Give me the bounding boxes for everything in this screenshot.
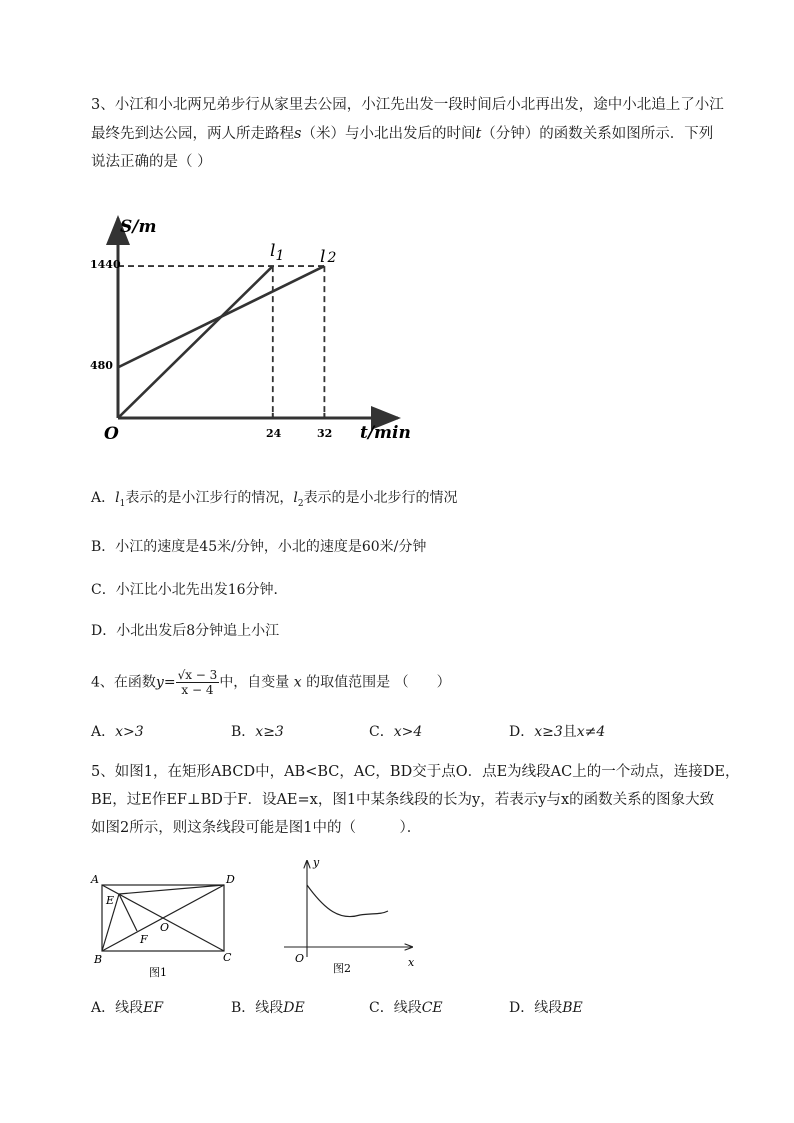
fig1-label-c: C bbox=[223, 951, 232, 964]
q3-option-b[interactable]: B．小江的速度是45米/分钟，小北的速度是60米/分钟 bbox=[91, 539, 427, 555]
q3-distance-time-chart bbox=[80, 212, 420, 452]
q3-option-a[interactable]: A．$l_1$表示的是小江步行的情况，$l_2$表示的是小北步行的情况 bbox=[91, 490, 458, 509]
q5-stem-line2: BE，过E作EF⊥BD于F．设AE=x，图1中某条线段的长为y，若表示y与x的函数关系的图象大致 bbox=[91, 792, 715, 808]
q5-figure-2 bbox=[280, 855, 420, 975]
q4-option-d[interactable]: D．x≥3且x≠4 bbox=[509, 724, 606, 740]
chart-x-tick-32: 32 bbox=[317, 427, 333, 440]
q5-option-c[interactable]: C．线段CE bbox=[369, 1000, 443, 1016]
q3-option-d[interactable]: D．小北出发后8分钟追上小江 bbox=[91, 623, 280, 639]
fig2-label-x: x bbox=[408, 956, 415, 969]
fig1-label-f: F bbox=[140, 933, 148, 946]
chart-y-tick-1440: 1440 bbox=[90, 258, 121, 271]
fig1-label-b: B bbox=[94, 953, 103, 966]
q4-option-c[interactable]: C．x>4 bbox=[369, 724, 423, 740]
chart-origin-label: O bbox=[104, 424, 119, 444]
q3-stem-line1: 3、小江和小北两兄弟步行从家里去公园，小江先出发一段时间后小北再出发，途中小北追上了小江 bbox=[91, 97, 724, 113]
fig1-label-a: A bbox=[91, 873, 99, 886]
chart-y-axis-label: S/m bbox=[120, 217, 157, 237]
chart-x-tick-24: 24 bbox=[266, 427, 282, 440]
fig2-label-y: y bbox=[313, 856, 320, 869]
q5-option-a[interactable]: A．线段EF bbox=[91, 1000, 164, 1016]
chart-series-l2 bbox=[118, 266, 324, 367]
fig1-label-e: E bbox=[106, 894, 115, 907]
fig1-label-d: D bbox=[226, 873, 235, 886]
q5-stem-line1: 5、如图1，在矩形ABCD中，AB<BC，AC，BD交于点O．点E为线段AC上的一个动点，连接DE， bbox=[91, 764, 740, 780]
fig2-caption: 图2 bbox=[333, 962, 351, 975]
q3-option-c[interactable]: C．小江比小北先出发16分钟． bbox=[91, 582, 288, 598]
q5-figure-1 bbox=[88, 865, 248, 985]
q4-option-a[interactable]: A．x>3 bbox=[91, 724, 144, 740]
fig1-label-o: O bbox=[160, 921, 170, 934]
q5-option-d[interactable]: D．线段BE bbox=[509, 1000, 583, 1016]
q3-stem-line2: 最终先到达公园，两人所走路程s（米）与小北出发后的时间t（分钟）的函数关系如图所示．下列 bbox=[91, 126, 714, 142]
fig2-label-o: O bbox=[295, 952, 305, 965]
chart-x-axis-label: t/min bbox=[360, 423, 411, 443]
chart-series-label-l2: l 2 bbox=[320, 247, 337, 267]
fig1-caption: 图1 bbox=[149, 966, 167, 979]
fig1-segment-de bbox=[119, 885, 224, 894]
q4-stem: 4、在函数y= $\frac{√x - 3}{x - 4}$ 中，自变量 x 的取值范围是 （ ） bbox=[91, 668, 451, 697]
q5-option-b[interactable]: B．线段DE bbox=[231, 1000, 305, 1016]
q5-stem-line3: 如图2所示，则这条线段可能是图1中的（ ）． bbox=[91, 820, 422, 836]
q4-option-b[interactable]: B．x≥3 bbox=[231, 724, 284, 740]
chart-series-l1 bbox=[118, 266, 273, 418]
fig2-curve bbox=[307, 885, 388, 917]
q3-stem-line3: 说法正确的是（ ） bbox=[91, 154, 212, 170]
chart-marks bbox=[118, 266, 324, 418]
chart-series-label-l1: $l_1$ bbox=[270, 241, 285, 264]
chart-y-tick-480: 480 bbox=[90, 359, 113, 372]
q4-fraction: $\frac{√x - 3}{x - 4}$ bbox=[177, 668, 218, 697]
